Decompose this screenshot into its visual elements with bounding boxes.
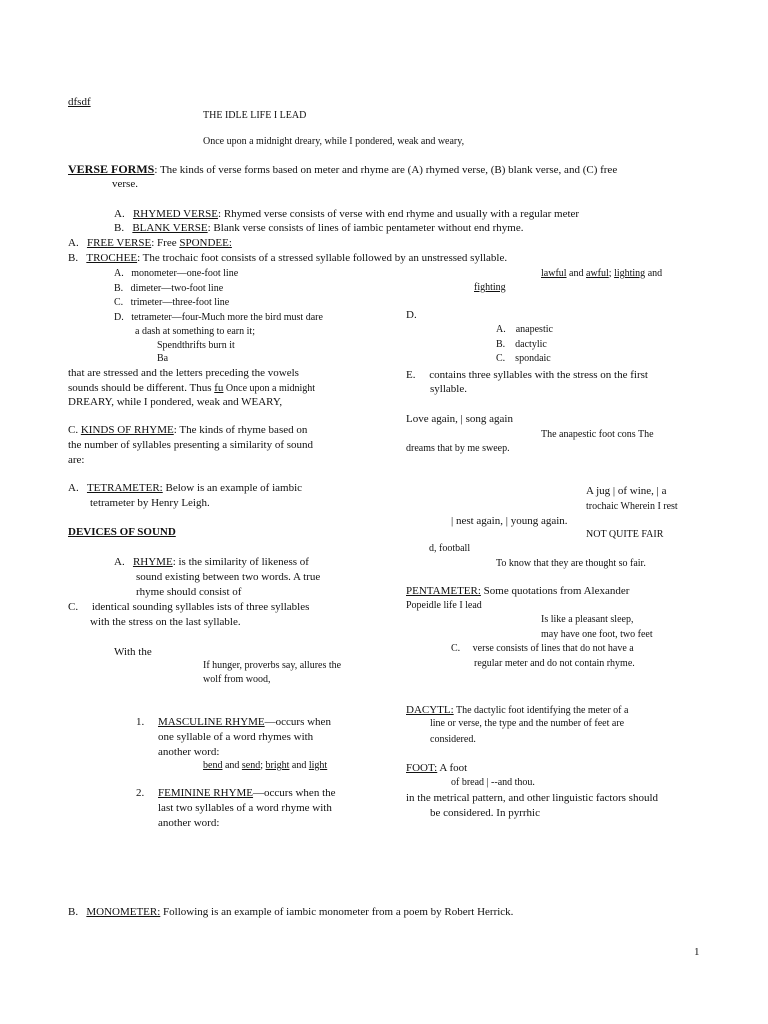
nest-again-quote: | nest again, | young again. [451, 515, 568, 527]
hunger-quote: If hunger, proverbs say, allures the [203, 660, 342, 671]
to-know-quote: To know that they are thought so fair. [496, 558, 646, 569]
rhymed-verse-label: RHYMED VERSE [132, 208, 219, 220]
football-text: d, football [429, 543, 471, 554]
list-marker-d: D. [406, 309, 417, 321]
kinds-of-rhyme-text: are: [68, 454, 85, 466]
meter-item: A. monometer—one-foot line [114, 268, 239, 279]
meter-item: C. trimeter—three-foot line [114, 297, 230, 308]
kinds-of-rhyme-label: KINDS OF RHYME [80, 424, 174, 436]
jug-quote: A jug | of wine, | a [586, 485, 667, 497]
verse-forms-heading: VERSE FORMS [68, 162, 155, 176]
dreams-quote: dreams that by me sweep. [406, 443, 510, 454]
tetrameter-example-line: a dash at something to earn it; [135, 326, 255, 337]
foot-type-item: C. spondaic [496, 353, 551, 364]
pentameter-label: PENTAMETER: [406, 585, 481, 597]
trochee-label: TROCHEE [86, 252, 138, 264]
metrical-text: be considered. In pyrrhic [430, 807, 540, 819]
document-title: THE IDLE LIFE I LEAD [203, 110, 307, 121]
trochee-example-fighting: fighting [474, 282, 506, 293]
free-verse-label: FREE VERSE [86, 237, 152, 249]
foot-label: FOOT: [406, 762, 438, 774]
kinds-of-rhyme-line: C. KINDS OF RHYME: The kinds of rhyme based on [68, 424, 308, 436]
page-number: 1 [694, 946, 700, 958]
tetrameter-label: TETRAMETER: [86, 482, 163, 494]
anapestic-text: The anapestic foot cons The [541, 429, 654, 440]
rhymed-verse-marker: A. [114, 208, 125, 220]
kinds-of-rhyme-text: the number of syllables presenting a similarity of sound [68, 439, 314, 451]
tetrameter-example-line: Ba [157, 353, 169, 364]
monometer-line: B. MONOMETER: Following is an example of iambic monometer from a poem by Robert Herrick. [68, 906, 514, 918]
pope-text: Popeidle life I lead [406, 600, 482, 611]
masculine-rhyme-text: another word: [158, 746, 220, 758]
rhyme-label: RHYME [132, 556, 173, 568]
blank-verse-marker: B. [114, 222, 125, 234]
devices-of-sound-heading: DEVICES OF SOUND [68, 526, 176, 538]
verse-forms-text: : The kinds of verse forms based on meter and rhyme are (A) rhymed verse, (B) blank verse, and (C) free [154, 164, 618, 176]
not-quite-fair: NOT QUITE FAIR [586, 529, 664, 540]
blank-verse-label: BLANK VERSE [132, 222, 208, 234]
rhymed-verse-line [114, 208, 579, 222]
blank-verse-line [114, 222, 524, 236]
free-verse-line [68, 237, 232, 251]
stressed-text: DREARY, while I pondered, weak and WEARY, [68, 396, 283, 408]
trochee-text: : The trochaic foot consists of a stressed syllable followed by an unstressed syllable. [137, 252, 508, 264]
rhyme-line: A. RHYME: is the similarity of likeness of [114, 556, 309, 568]
with-the-text: With the [114, 646, 152, 658]
verse-forms-text-cont: verse. [112, 178, 138, 190]
free-verse-c-text: regular meter and do not contain rhyme. [474, 658, 635, 669]
trochee-line [68, 252, 507, 266]
masculine-rhyme-line: 1. MASCULINE RHYME—occurs when [136, 716, 331, 728]
free-verse-text: : Free [151, 237, 180, 249]
trochee-examples: lawful and awful; lighting and [541, 268, 663, 279]
pleasant-sleep-quote: Is like a pleasant sleep, [541, 614, 634, 625]
masculine-rhyme-text: one syllable of a word rhymes with [158, 731, 314, 743]
tetrameter-example-line: Spendthrifts burn it [157, 340, 235, 351]
free-verse-marker: A. [68, 237, 79, 249]
identical-line: C. identical sounding syllables ists of three syllables [68, 601, 310, 613]
feminine-rhyme-label: FEMININE RHYME [158, 787, 254, 799]
tetrameter-text: tetrameter by Henry Leigh. [90, 497, 210, 509]
masculine-rhyme-label: MASCULINE RHYME [158, 716, 265, 728]
rhyme-text: rhyme should consist of [136, 586, 242, 598]
blank-verse-text: : Blank verse consists of lines of iambic pentameter without end rhyme. [207, 222, 524, 234]
bread-quote: of bread | --and thou. [451, 777, 535, 788]
dactyl-text: line or verse, the type and the number of feet are [430, 718, 625, 729]
dactyl-text: considered. [430, 734, 476, 745]
stressed-text: that are stressed and the letters preceding the vowels [68, 367, 299, 379]
dactyl-line: DACYTL: The dactylic foot identifying the meter of a [406, 704, 629, 716]
metrical-text: in the metrical pattern, and other linguistic factors should [406, 792, 659, 804]
opening-quote: Once upon a midnight dreary, while I pondered, weak and weary, [203, 136, 465, 147]
rhymed-verse-text: : Rhymed verse consists of verse with end rhyme and usually with a regular meter [218, 208, 580, 220]
identical-text: with the stress on the last syllable. [90, 616, 241, 628]
feminine-rhyme-text: another word: [158, 817, 220, 829]
monometer-label: MONOMETER: [86, 906, 161, 918]
header-dfsdf: dfsdf [68, 96, 91, 108]
spondee-label: SPONDEE: [179, 237, 232, 249]
e-item-text: syllable. [430, 383, 467, 395]
e-item-line: E. contains three syllables with the stress on the first [406, 369, 648, 381]
stressed-text: sounds should be different. Thus fu Once upon a midnight [68, 382, 316, 394]
verse-forms-line [68, 162, 617, 178]
masculine-rhyme-examples: bend and send; bright and light [203, 760, 328, 771]
free-verse-c-line: C. verse consists of lines that do not have a [451, 643, 634, 654]
one-foot-text: may have one foot, two feet [541, 629, 653, 640]
dactyl-label: DACYTL: [406, 704, 454, 716]
meter-item: B. dimeter—two-foot line [114, 283, 224, 294]
trochee-marker: B. [68, 252, 79, 264]
tetrameter-line: A. TETRAMETER: Below is an example of iambic [68, 482, 303, 494]
foot-line: FOOT: A foot [406, 762, 468, 774]
rhyme-text: sound existing between two words. A true [136, 571, 321, 583]
foot-type-item: B. dactylic [496, 339, 547, 350]
pentameter-line: PENTAMETER: Some quotations from Alexander [406, 585, 630, 597]
hunger-quote: wolf from wood, [203, 674, 271, 685]
meter-item: D. tetrameter—four-Much more the bird must dare [114, 312, 323, 323]
foot-type-item: A. anapestic [496, 324, 553, 335]
feminine-rhyme-line: 2. FEMININE RHYME—occurs when the [136, 787, 336, 799]
feminine-rhyme-text: last two syllables of a word rhyme with [158, 802, 332, 814]
trochaic-text: trochaic Wherein I rest [586, 501, 678, 512]
love-again-quote: Love again, | song again [406, 413, 513, 425]
